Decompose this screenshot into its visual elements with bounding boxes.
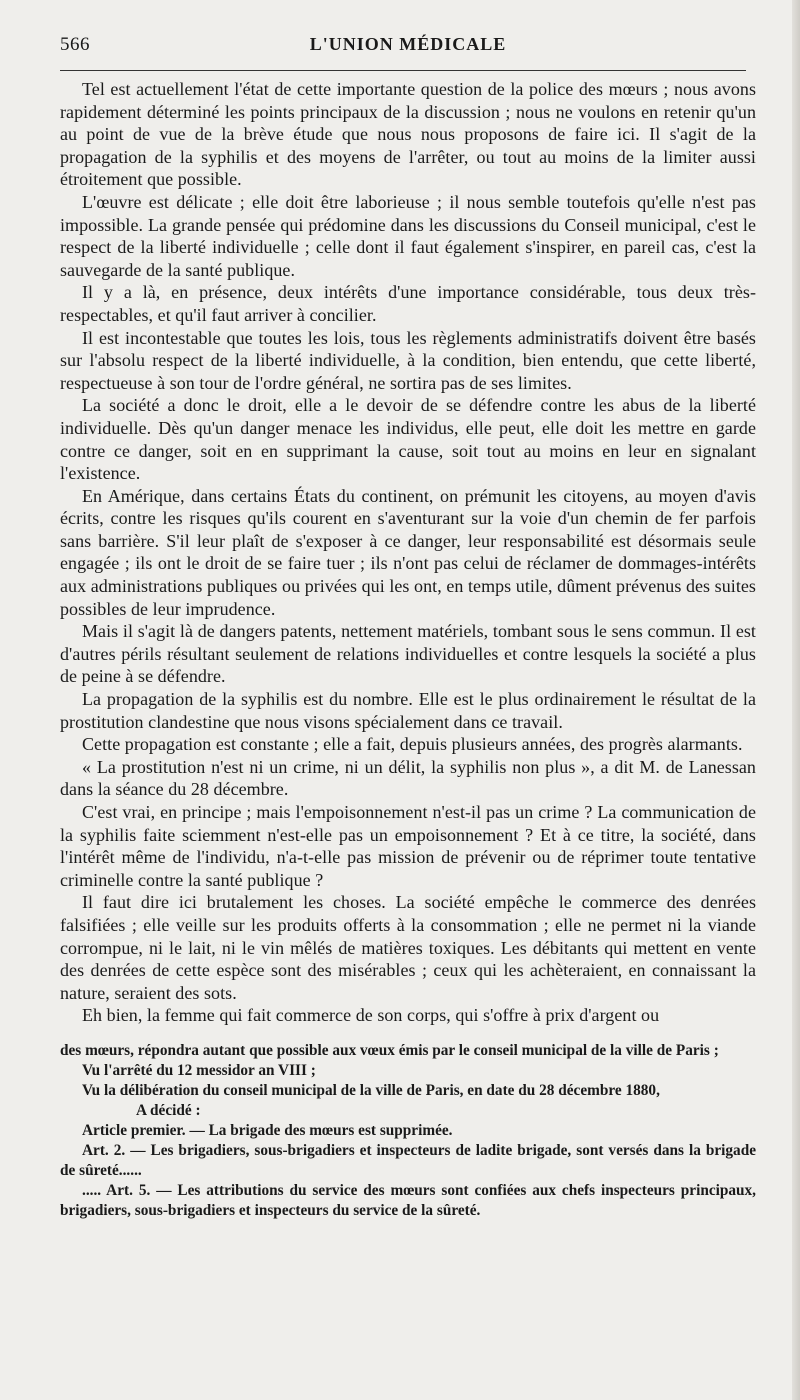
footnote-line: A décidé : (136, 1101, 201, 1119)
paragraph: Il y a là, en présence, deux intérêts d'une importance considérable, tous deux très-respectables, et qu'il faut arriver à concilier. (60, 282, 756, 325)
paragraph: C'est vrai, en principe ; mais l'empoisonnement n'est-il pas un crime ? La communication de la syphilis faite sciemment n'est-elle pas un empoisonnement ? Et à ce titre, la société, dans l'intérêt même de l'individu, n'a-t-elle pas mission de prévenir ou de réprimer toute tentative criminelle contre la santé publique ? (60, 802, 756, 890)
footnote-line: des mœurs, répondra autant que possible aux vœux émis par le conseil municipal de la ville de Paris ; (60, 1041, 719, 1059)
footnote-line: Vu la délibération du conseil municipal de la ville de Paris, en date du 28 décembre 1880, (82, 1081, 660, 1099)
header-rule (60, 70, 746, 71)
journal-title: L'UNION MÉDICALE (309, 34, 507, 54)
footnote-line: ..... Art. 5. — Les attributions du service des mœurs sont confiées aux chefs inspecteurs principaux, brigadiers, sous-brigadiers et inspecteurs du service de la sûreté. (60, 1181, 756, 1219)
paragraph: Tel est actuellement l'état de cette importante question de la police des mœurs ; nous avons rapidement déterminé les points principaux de la discussion ; nous ne voulons en retenir qu'un au point de vue de la brève étude que nous nous proposons de faire ici. Il s'agit de la propagation de la syphilis et des moyens de l'arrêter, ou tout au moins de la limiter aussi étroitement que possible. (60, 79, 756, 190)
paragraph: « La prostitution n'est ni un crime, ni un délit, la syphilis non plus », a dit M. de Lanessan dans la séance du 28 décembre. (60, 756, 756, 800)
paragraph: L'œuvre est délicate ; elle doit être laborieuse ; il nous semble toutefois qu'elle n'est pas impossible. La grande pensée qui prédomine dans les discussions du Conseil municipal, c'est le respect de la liberté individuelle ; celle dont il faut également s'inspirer, en pareil cas, c'est la sauvegarde de la santé publique. (60, 191, 756, 280)
paragraph: La société a donc le droit, elle a le devoir de se défendre contre les abus de la liberté individuelle. Dès qu'un danger menace les individus, elle peut, elle doit les mettre en garde contre ce danger, soit en en supprimant la cause, soit tout au moins en leur en signalant l'existence. (60, 395, 756, 484)
paragraph: La propagation de la syphilis est du nombre. Elle est le plus ordinairement le résultat de la prostitution clandestine que nous visons spécialement dans ce travail. (60, 689, 756, 732)
paragraph: Eh bien, la femme qui fait commerce de son corps, qui s'offre à prix d'argent ou (82, 1005, 660, 1026)
page-edge-shadow (792, 0, 800, 1400)
paragraph: Cette propagation est constante ; elle a fait, depuis plusieurs années, des progrès alarmants. (82, 734, 743, 755)
paragraph: En Amérique, dans certains États du continent, on prémunit les citoyens, au moyen d'avis écrits, contre les risques qu'ils courent en s'aventurant sur la voie d'un chemin de fer parfois sans barrière. S'il leur plaît de s'exposer à ce danger, leur responsabilité est désormais seule engagée ; ils ont le droit de se faire tuer ; ils n'ont pas celui de réclamer de dommages-intérêts aux administrations publiques ou privées qui les ont, en temps utile, dûment prévenus des suites possibles de leur imprudence. (60, 485, 756, 619)
footnote-line: Article premier. — La brigade des mœurs est supprimée. (82, 1121, 453, 1139)
paragraph: Il faut dire ici brutalement les choses. La société empêche le commerce des denrées falsifiées ; elle veille sur les produits offerts à la consommation ; elle ne permet ni la viande corrompue, ni le lait, ni le vin mêlés de matières toxiques. Les débitants qui mettent en vente des denrées de cette espèce sont des misérables ; ceux qui les achèteraient, en connaissant la nature, seraient des sots. (60, 892, 756, 1003)
page-number: 566 (60, 34, 90, 55)
footnote-line: Vu l'arrêté du 12 messidor an VIII ; (82, 1061, 316, 1079)
running-header (60, 0, 756, 72)
footnote (60, 1041, 756, 1221)
footnote-line: Art. 2. — Les brigadiers, sous-brigadiers et inspecteurs de ladite brigade, sont versés dans la brigade de sûreté...... (60, 1141, 756, 1179)
paragraph: Il est incontestable que toutes les lois, tous les règlements administratifs doivent être basés sur l'absolu respect de la liberté individuelle, à la condition, bien entendu, que cette liberté, respectueuse à son tour de l'ordre général, ne sortira pas de ses limites. (60, 327, 756, 393)
main-text (60, 78, 756, 1027)
paragraph: Mais il s'agit là de dangers patents, nettement matériels, tombant sous le sens commun. Il est d'autres périls résultant seulement de relations individuelles et contre lesquels la société a plus de peine à se défendre. (60, 621, 756, 687)
